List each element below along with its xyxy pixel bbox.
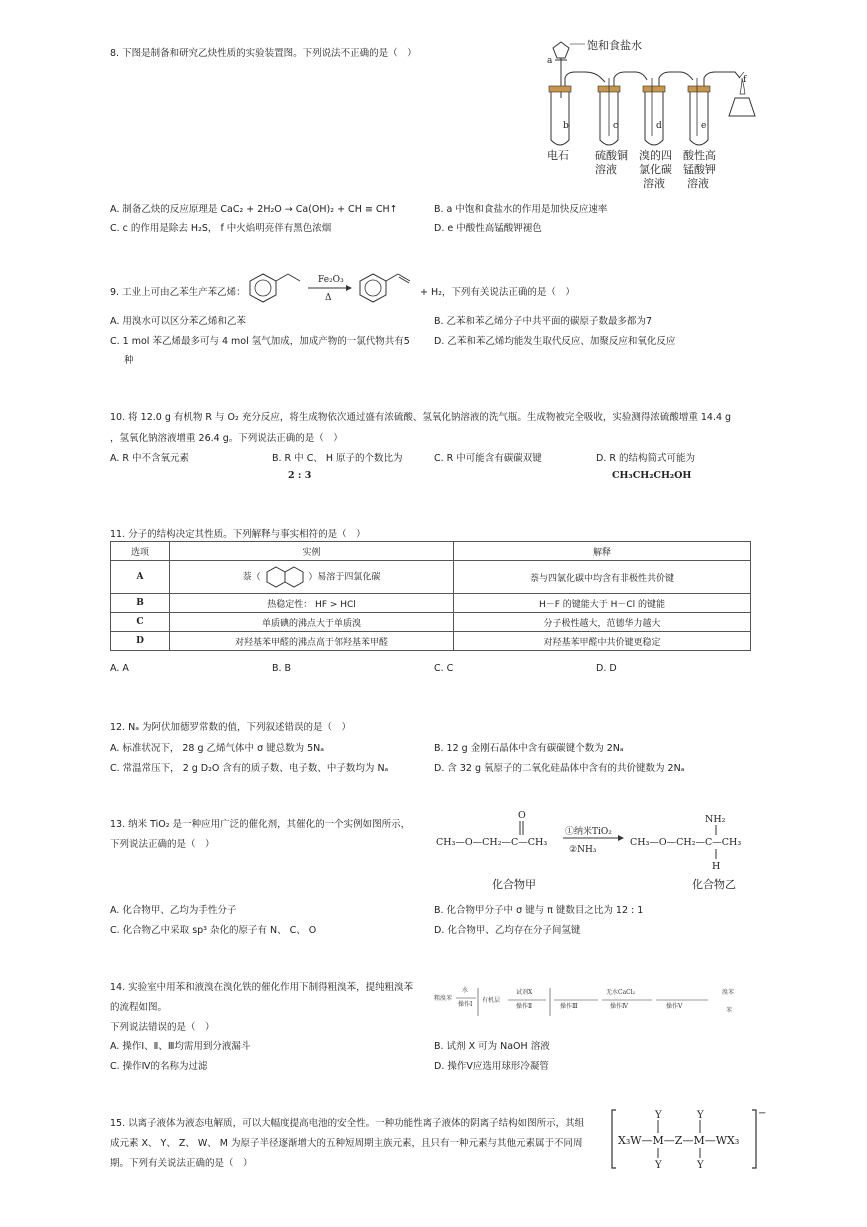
compound-b-label: 化合物乙: [692, 878, 736, 891]
q8-option-b: B. a 中饱和食盐水的作用是加快反应速率: [434, 204, 608, 215]
caption-tube3-line2: 氯化碳: [639, 163, 672, 176]
anion-formula: X₃W—M—Z—M—WX₃: [618, 1134, 740, 1147]
table-row: [111, 594, 751, 613]
q12-option-c: C. 常温常压下， 2 g D₂O 含有的质子数、电子数、中子数均为 Nₐ: [110, 763, 389, 774]
q9-stem-pre: 9. 工业上可由乙苯生产苯乙烯：: [110, 287, 246, 298]
anion-charge: −: [758, 1108, 767, 1119]
q9-option-a: A. 用溴水可以区分苯乙烯和乙苯: [110, 316, 246, 327]
caption-tube4-line2: 锰酸钾: [683, 163, 716, 176]
q13-option-c: C. 化合物乙中采取 sp³ 杂化的原子有 N、 C、 O: [110, 925, 317, 936]
row-example: 单质碘的沸点大于单质溴: [170, 613, 454, 632]
flow-water: 水: [462, 987, 469, 994]
reaction-step1: ①纳米TiO₂: [565, 827, 612, 837]
flow-op3: 操作Ⅲ: [560, 1003, 578, 1010]
row-example: [170, 561, 454, 594]
row-reason: 萘与四氯化碳中均含有非极性共价键: [454, 561, 751, 594]
q8-option-d: D. e 中酸性高锰酸钾褪色: [434, 223, 542, 234]
q10-option-d-formula: CH₃CH₂CH₂OH: [612, 470, 692, 481]
q12-option-b: B. 12 g 金刚石晶体中含有碳碳键个数为 2Nₐ: [434, 743, 624, 754]
q13-option-b: B. 化合物甲分子中 σ 键与 π 键数目之比为 12 : 1: [434, 905, 644, 916]
q9-option-c: C. 1 mol 苯乙烯最多可与 4 mol 氢气加成，加成产物的一氯代物共有5: [110, 336, 410, 347]
q13-stem-line1: 13. 纳米 TiO₂ 是一种应用广泛的催化剂，其催化的一个实例如图所示，: [110, 819, 411, 830]
caption-tube3-line3: 溶液: [643, 177, 665, 190]
flow-reagent-x: 试剂X: [516, 989, 533, 996]
q14-option-b: B. 试剂 X 可为 NaOH 溶液: [434, 1041, 550, 1052]
row-option: D: [111, 632, 170, 651]
q9-option-c-cont: 种: [124, 355, 134, 366]
label-e: e: [701, 121, 707, 131]
row-option: A: [111, 561, 170, 594]
q14-option-c: C. 操作Ⅳ的名称为过滤: [110, 1061, 208, 1072]
q10-option-d: D. R 的结构简式可能为: [596, 453, 695, 464]
hydrogen: H: [712, 861, 721, 872]
q9-condition: Δ: [325, 293, 332, 303]
q11-option-d: D. D: [596, 663, 617, 674]
q9-stem-post: + H₂，下列有关说法正确的是（ ）: [420, 287, 575, 298]
flow-op1: 操作Ⅰ: [458, 1001, 473, 1008]
q8-option-a: A. 制备乙炔的反应原理是 CaC₂ + 2H₂O → Ca(OH)₂ + CH ≡ CH↑: [110, 204, 398, 215]
q9-option-b: B. 乙苯和苯乙烯分子中共平面的碳原子数最多都为7: [434, 316, 653, 327]
caption-tube4-line1: 酸性高: [683, 149, 716, 162]
y-top-right: Y: [697, 1110, 704, 1121]
flow-cacl2: 无水CaCl₂: [606, 989, 636, 996]
caption-tube2-line2: 溶液: [595, 163, 617, 176]
caption-tube3-line1: 溴的四: [639, 149, 672, 162]
q14-flowchart: [432, 982, 762, 1024]
row-reason: H－F 的键能大于 H－Cl 的键能: [454, 594, 751, 613]
flow-benzene: 苯: [726, 1007, 733, 1014]
q14-option-a: A. 操作Ⅰ、Ⅱ、Ⅲ均需用到分液漏斗: [110, 1041, 251, 1052]
q11-option-b: B. B: [272, 663, 292, 674]
q11-option-c: C. C: [434, 663, 454, 674]
q15-stem-line2: 成元素 X、 Y、 Z、 W、 M 为原子半径逐渐增大的五种短周期主族元素，且只有一种元素与其他元素属于不同周: [110, 1138, 583, 1149]
q13-reaction-figure: [430, 808, 760, 894]
header-option: 选项: [111, 542, 170, 561]
q14-stem-line1: 14. 实验室中用苯和液溴在溴化铁的催化作用下制得粗溴苯，提纯粗溴苯: [110, 982, 414, 993]
q13-option-d: D. 化合物甲、乙均存在分子间氢键: [434, 925, 581, 936]
y-bottom-left: Y: [655, 1160, 662, 1171]
flow-op5: 操作Ⅴ: [666, 1003, 683, 1010]
q12-stem: 12. Nₐ 为阿伏加德罗常数的值，下列叙述错误的是（ ）: [110, 722, 351, 733]
row-option: C: [111, 613, 170, 632]
q14-stem-line2: 的流程如图。: [110, 1002, 168, 1013]
q11-stem: 11. 分子的结构决定其性质。下列解释与事实相符的是（ ）: [110, 529, 366, 540]
row-option: B: [111, 594, 170, 613]
label-f: f: [743, 75, 747, 85]
caption-tube1: 电石: [547, 149, 569, 162]
q8-option-c: C. c 的作用是除去 H₂S， f 中火焰明亮伴有黑色浓烟: [110, 223, 332, 234]
q12-option-a: A. 标准状况下， 28 g 乙烯气体中 σ 键总数为 5Nₐ: [110, 743, 325, 754]
q12-option-d: D. 含 32 g 氧原子的二氧化硅晶体中含有的共价键数为 2Nₐ: [434, 763, 685, 774]
q11-option-a: A. A: [110, 663, 129, 674]
compound-b-formula: CH₃—O—CH₂—C—CH₃: [630, 837, 742, 848]
q9-reagent: Fe₂O₃: [318, 275, 344, 285]
q13-stem-line2: 下列说法正确的是（ ）: [110, 839, 215, 850]
compound-a-label: 化合物甲: [492, 878, 536, 891]
row-example: 对羟基苯甲醛的沸点高于邻羟基苯甲醛: [170, 632, 454, 651]
reaction-step2: ②NH₃: [569, 845, 597, 855]
flow-crude: 粗溴苯: [434, 995, 453, 1002]
q8-apparatus-figure: [535, 38, 765, 190]
q15-stem-line3: 期。下列有关说法正确的是（ ）: [110, 1158, 253, 1169]
caption-tube4-line3: 溶液: [687, 177, 709, 190]
table-row: [111, 632, 751, 651]
q10-stem-line1: 10. 将 12.0 g 有机物 R 与 O₂ 充分反应，将生成物依次通过盛有浓硫酸、氢氧化钠溶液的洗气瓶。生成物被完全吸收，实验测得浓硫酸增重 14.4 g: [110, 412, 732, 423]
q11-table: [110, 541, 751, 651]
q15-anion-structure: [608, 1106, 767, 1174]
funnel-label: 饱和食盐水: [587, 39, 642, 52]
q15-stem-line1: 15. 以离子液体为液态电解质，可以大幅度提高电池的安全性。一种功能性离子液体的阴离子结构如图所示，其组: [110, 1118, 585, 1129]
q8-stem: 8. 下图是制备和研究乙炔性质的实验装置图。下列说法不正确的是（ ）: [110, 48, 417, 59]
label-d: d: [656, 121, 662, 131]
example-pre: 萘（: [242, 572, 261, 583]
row-reason: 对羟基苯甲醛中共价键更稳定: [454, 632, 751, 651]
amino-group: NH₂: [705, 814, 726, 825]
header-reason: 解释: [454, 542, 751, 561]
q10-option-b: B. R 中 C、 H 原子的个数比为: [272, 453, 403, 464]
table-row: [111, 613, 751, 632]
table-row: [111, 561, 751, 594]
q13-option-a: A. 化合物甲、乙均为手性分子: [110, 905, 237, 916]
label-a: a: [547, 56, 553, 66]
caption-tube2-line1: 硫酸铜: [595, 149, 628, 162]
q14-stem-line3: 下列说法错误的是（ ）: [110, 1022, 215, 1033]
q10-option-a: A. R 中不含氧元素: [110, 453, 189, 464]
header-example: 实例: [170, 542, 454, 561]
naphthalene-structure: [264, 565, 306, 589]
compound-a-formula: CH₃—O—CH₂—C—CH₃: [436, 837, 548, 848]
y-bottom-right: Y: [697, 1160, 704, 1171]
flow-bromobenzene: 溴苯: [722, 989, 735, 996]
q10-stem-line2: ，氢氧化钠溶液增重 26.4 g。下列说法正确的是（ ）: [110, 433, 343, 444]
q10-option-b-ratio: 2 : 3: [288, 470, 312, 481]
row-example: 热稳定性： HF > HCl: [170, 594, 454, 613]
carbonyl-o: O: [518, 810, 526, 821]
label-b: b: [563, 121, 569, 131]
q14-option-d: D. 操作Ⅴ应选用球形冷凝管: [434, 1061, 549, 1072]
y-top-left: Y: [655, 1110, 662, 1121]
flow-op2: 操作Ⅱ: [516, 1003, 533, 1010]
q10-option-c: C. R 中可能含有碳碳双键: [434, 453, 542, 464]
flow-organic: 有机层: [482, 997, 501, 1004]
row-reason: 分子极性越大，范德华力越大: [454, 613, 751, 632]
q9-option-d: D. 乙苯和苯乙烯均能发生取代反应、加聚反应和氧化反应: [434, 336, 676, 347]
label-c: c: [613, 121, 619, 131]
example-post: ）易溶于四氯化碳: [308, 572, 381, 583]
table-header-row: [111, 542, 751, 561]
flow-op4: 操作Ⅳ: [610, 1003, 628, 1010]
